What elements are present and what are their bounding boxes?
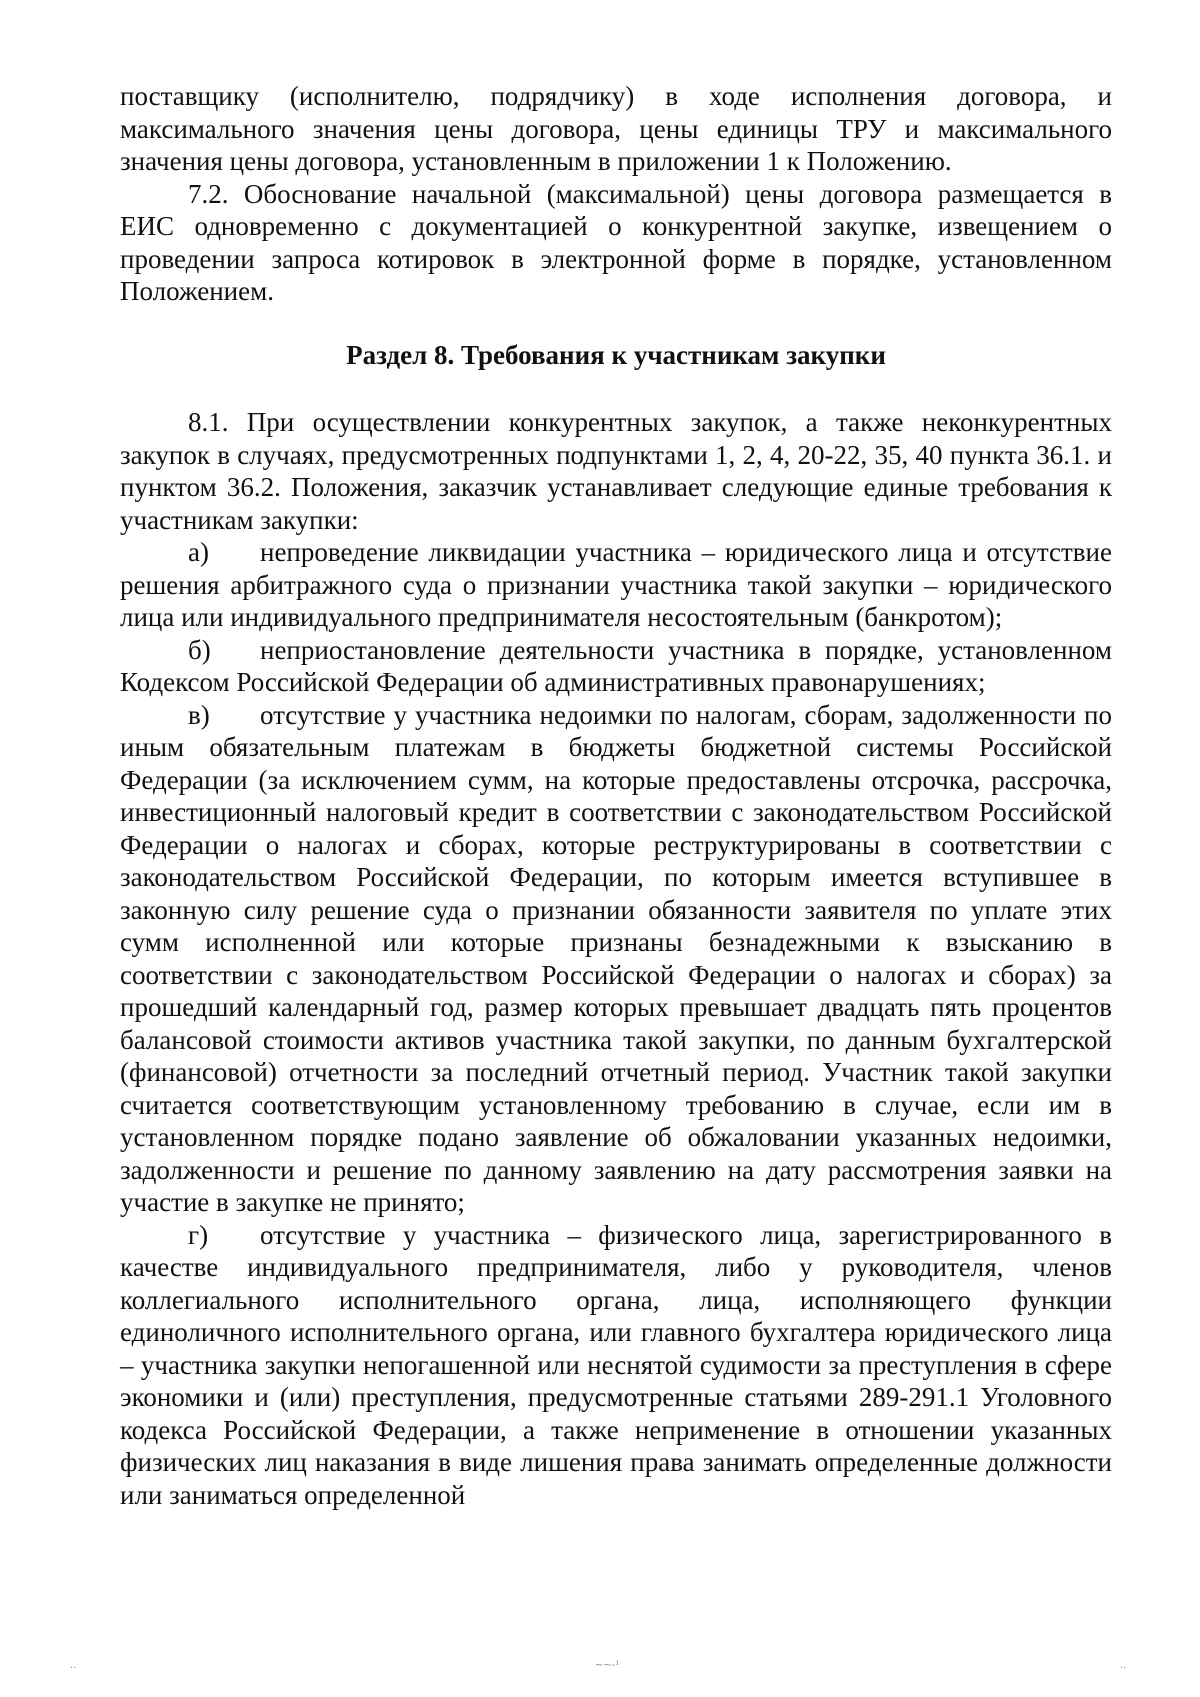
list-marker: б) — [188, 634, 211, 665]
intro-paragraph: поставщику (исполнителю, подрядчику) в ходе исполнения договора, и максимального значения цены договора, цены единицы ТРУ и максимального значения цены договора, установленным в приложении 1 к Положению. — [120, 81, 1112, 176]
list-item — [120, 634, 1112, 699]
list-item — [120, 699, 1112, 1219]
requirements-list — [120, 536, 1112, 1511]
list-marker: а) — [188, 537, 209, 567]
document-page — [120, 80, 1112, 1511]
scan-mark-right: .. — [1120, 1660, 1127, 1671]
section-heading: Раздел 8. Требования к участникам закупки — [346, 339, 886, 370]
list-item — [120, 1219, 1112, 1512]
list-item-text: непроведение ликвидации участника – юридического лица и отсутствие решения арбитражного суда о признании участника такой закупки – юридического лица или индивидуального предпринимателя несостоятельным (банкротом); — [120, 537, 1112, 632]
list-item-text: неприостановление деятельности участника в порядке, установленном Кодексом Российской Федерации об административных правонарушениях; — [120, 634, 1112, 697]
list-item — [120, 536, 1112, 634]
list-marker: в) — [188, 699, 210, 730]
scan-mark-left: .. — [70, 1660, 77, 1671]
paragraph-7-2: 7.2. Обоснование начальной (максимальной) цены договора размещается в ЕИС одновременно с документацией о конкурентной закупке, извещением о проведении запроса котировок в электронной форме в порядке, установленном Положением. — [120, 178, 1112, 306]
list-marker: г) — [188, 1219, 209, 1250]
scan-mark-center: ~~-¹ — [595, 1660, 620, 1671]
paragraph-8-1: 8.1. При осуществлении конкурентных закупок, а также неконкурентных закупок в случаях, предусмотренных подпунктами 1, 2, 4, 20-22, 35, 40 пункта 36.1. и пунктом 36.2. Положения, заказчик устанавливает следующие единые требования к участникам закупки: — [120, 407, 1112, 535]
list-item-text: отсутствие у участника – физического лица, зарегистрированного в качестве индивидуального предпринимателя, либо у руководителя, членов коллегиального исполнительного органа, лица, исполняющего функции единоличного исполнительного органа, или главного бухгалтера юридического лица – участника закупки непогашенной или неснятой судимости за преступления в сфере экономики и (или) преступления, предусмотренные статьями 289-291.1 Уголовного кодекса Российской Федерации, а также неприменение в отношении указанных физических лиц наказания в виде лишения права занимать определенные должности или заниматься определенной — [120, 1219, 1112, 1510]
list-item-text: отсутствие у участника недоимки по налогам, сборам, задолженности по иным обязательным платежам в бюджеты бюджетной системы Российской Федерации (за исключением сумм, на которые предоставлены отсрочка, рассрочка, инвестиционный налоговый кредит в соответствии с законодательством Российской Федерации о налогах и сборах, которые реструктурированы в соответствии с законодательством Российской Федерации, по которым имеется вступившее в законную силу решение суда о признании обязанности заявителя по уплате этих сумм исполненной или которые признаны безнадежными к взысканию в соответствии с законодательством Российской Федерации о налогах и сборах) за прошедший календарный год, размер которых превышает двадцать пять процентов балансовой стоимости активов участника такой закупки, по данным бухгалтерской (финансовой) отчетности за последний отчетный период. Участник такой закупки считается соответствующим установленному требованию в случае, если им в установленном порядке подано заявление об обжаловании указанных недоимки, задолженности и решение по данному заявлению на дату рассмотрения заявки на участие в закупке не принято; — [120, 699, 1112, 1217]
